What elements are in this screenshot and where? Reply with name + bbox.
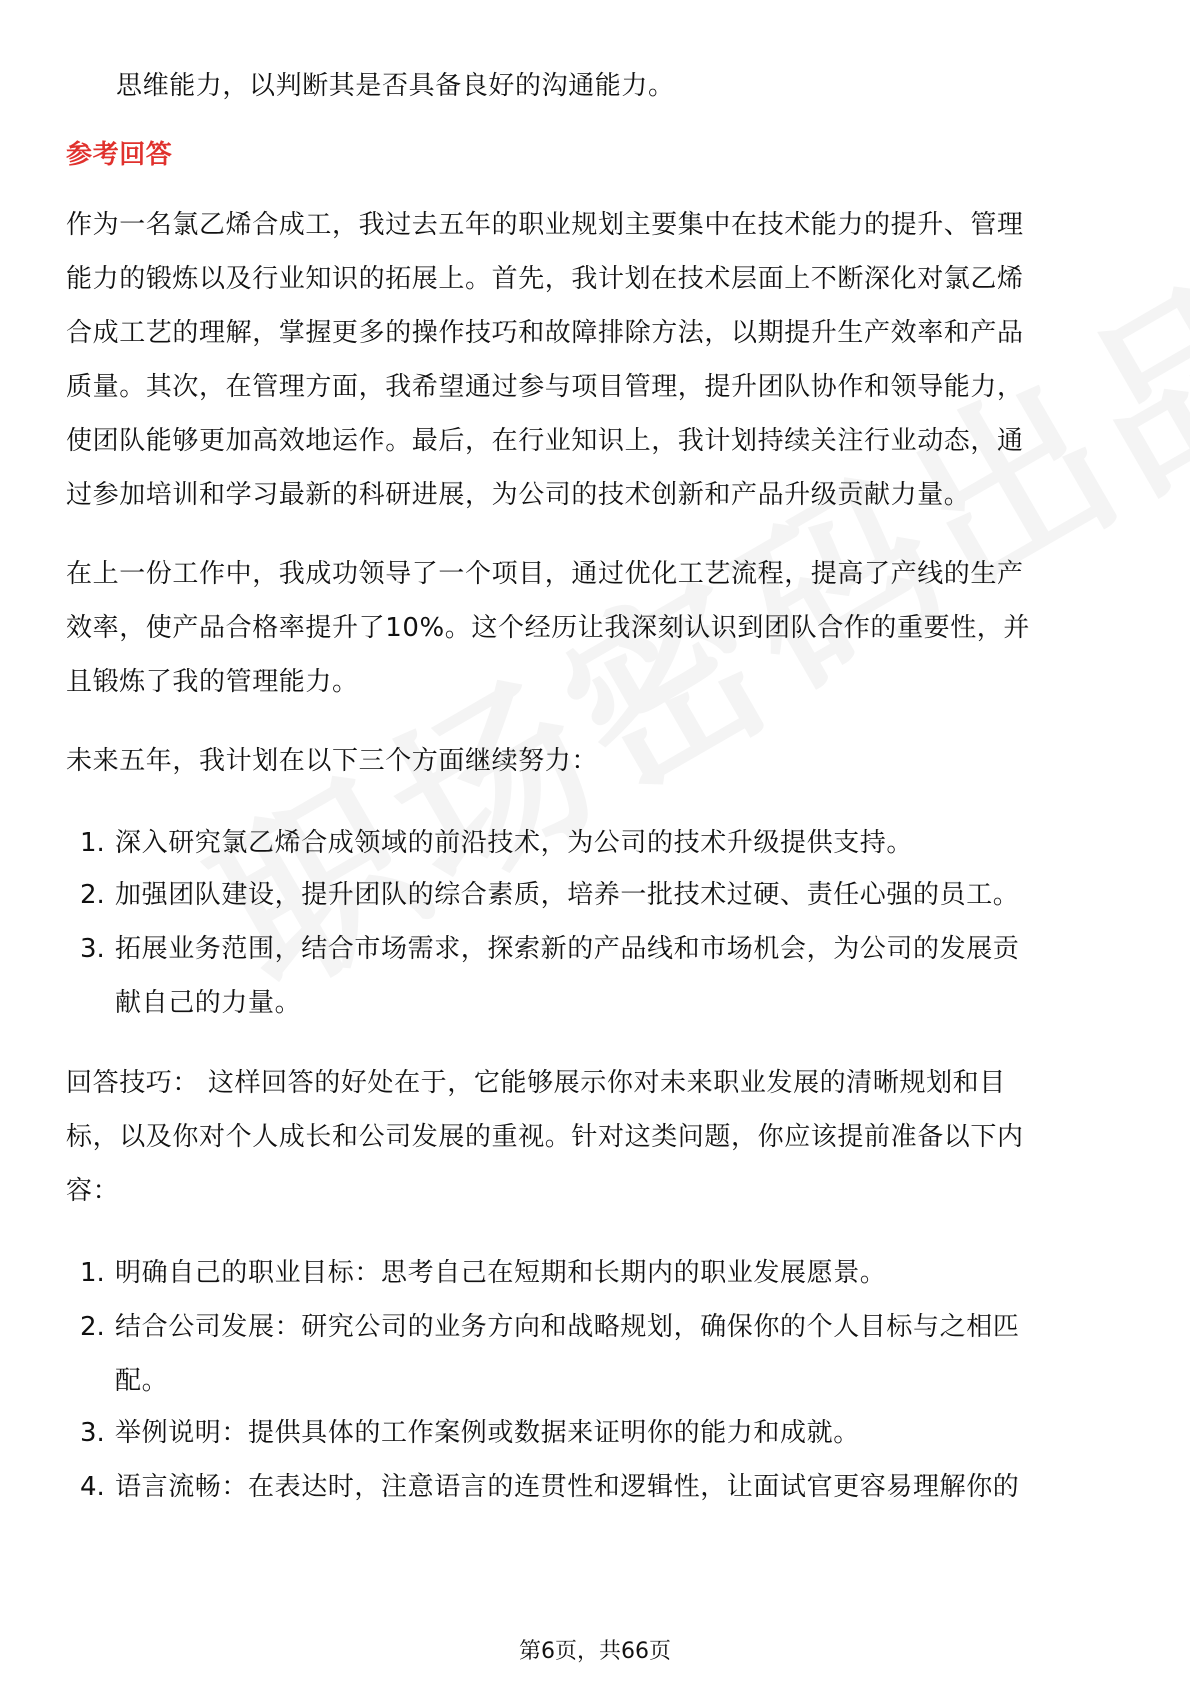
tips-list-number: 2.	[80, 1312, 105, 1342]
intro-tail-text: 思维能力，以判断其是否具备良好的沟通能力。	[116, 71, 675, 101]
para2-line: 效率，使产品合格率提升了10%。这个经历让我深刻认识到团队合作的重要性，并	[66, 613, 1030, 643]
para1-line: 质量。其次，在管理方面，我希望通过参与项目管理，提升团队协作和领导能力，	[66, 372, 1024, 402]
plan-list-item: 深入研究氯乙烯合成领域的前沿技术，为公司的技术升级提供支持。	[115, 828, 914, 858]
page-footer: 第6页，共66页	[519, 1639, 671, 1664]
para1-line: 过参加培训和学习最新的科研进展，为公司的技术创新和产品升级贡献力量。	[66, 480, 971, 510]
para1-line: 合成工艺的理解，掌握更多的操作技巧和故障排除方法，以期提升生产效率和产品	[66, 318, 1024, 348]
plan-list-item: 献自己的力量。	[115, 988, 302, 1018]
para1-line: 能力的锻炼以及行业知识的拓展上。首先，我计划在技术层面上不断深化对氯乙烯	[66, 264, 1024, 294]
plan-list-item: 加强团队建设，提升团队的综合素质，培养一批技术过硬、责任心强的员工。	[115, 880, 1020, 910]
tips-line: 标，以及你对个人成长和公司发展的重视。针对这类问题，你应该提前准备以下内	[66, 1122, 1024, 1152]
tips-list-number: 1.	[80, 1258, 105, 1288]
para2-line: 在上一份工作中，我成功领导了一个项目，通过优化工艺流程，提高了产线的生产	[66, 559, 1024, 589]
plan-list-number: 2.	[80, 880, 105, 910]
plan-list-item: 拓展业务范围，结合市场需求，探索新的产品线和市场机会，为公司的发展贡	[115, 934, 1020, 964]
para1-line: 作为一名氯乙烯合成工，我过去五年的职业规划主要集中在技术能力的提升、管理	[66, 210, 1024, 240]
tips-list-number: 3.	[80, 1418, 105, 1448]
tips-line: 回答技巧： 这样回答的好处在于，它能够展示你对未来职业发展的清晰规划和目	[66, 1068, 1006, 1098]
tips-list-item: 配。	[115, 1366, 169, 1396]
tips-list-item: 结合公司发展：研究公司的业务方向和战略规划，确保你的个人目标与之相匹	[115, 1312, 1020, 1342]
para3-text: 未来五年，我计划在以下三个方面继续努力：	[66, 746, 599, 776]
plan-list-number: 3.	[80, 934, 105, 964]
tips-list-item: 语言流畅：在表达时，注意语言的连贯性和逻辑性，让面试官更容易理解你的	[115, 1472, 1020, 1502]
plan-list-number: 1.	[80, 828, 105, 858]
tips-line: 容：	[66, 1176, 120, 1206]
para1-line: 使团队能够更加高效地运作。最后，在行业知识上，我计划持续关注行业动态，通	[66, 426, 1024, 456]
tips-list-item: 明确自己的职业目标：思考自己在短期和长期内的职业发展愿景。	[115, 1258, 887, 1288]
para2-line: 且锻炼了我的管理能力。	[66, 667, 359, 697]
answer-heading: 参考回答	[66, 140, 173, 170]
tips-list-number: 4.	[80, 1472, 105, 1502]
tips-list-item: 举例说明：提供具体的工作案例或数据来证明你的能力和成就。	[115, 1418, 860, 1448]
